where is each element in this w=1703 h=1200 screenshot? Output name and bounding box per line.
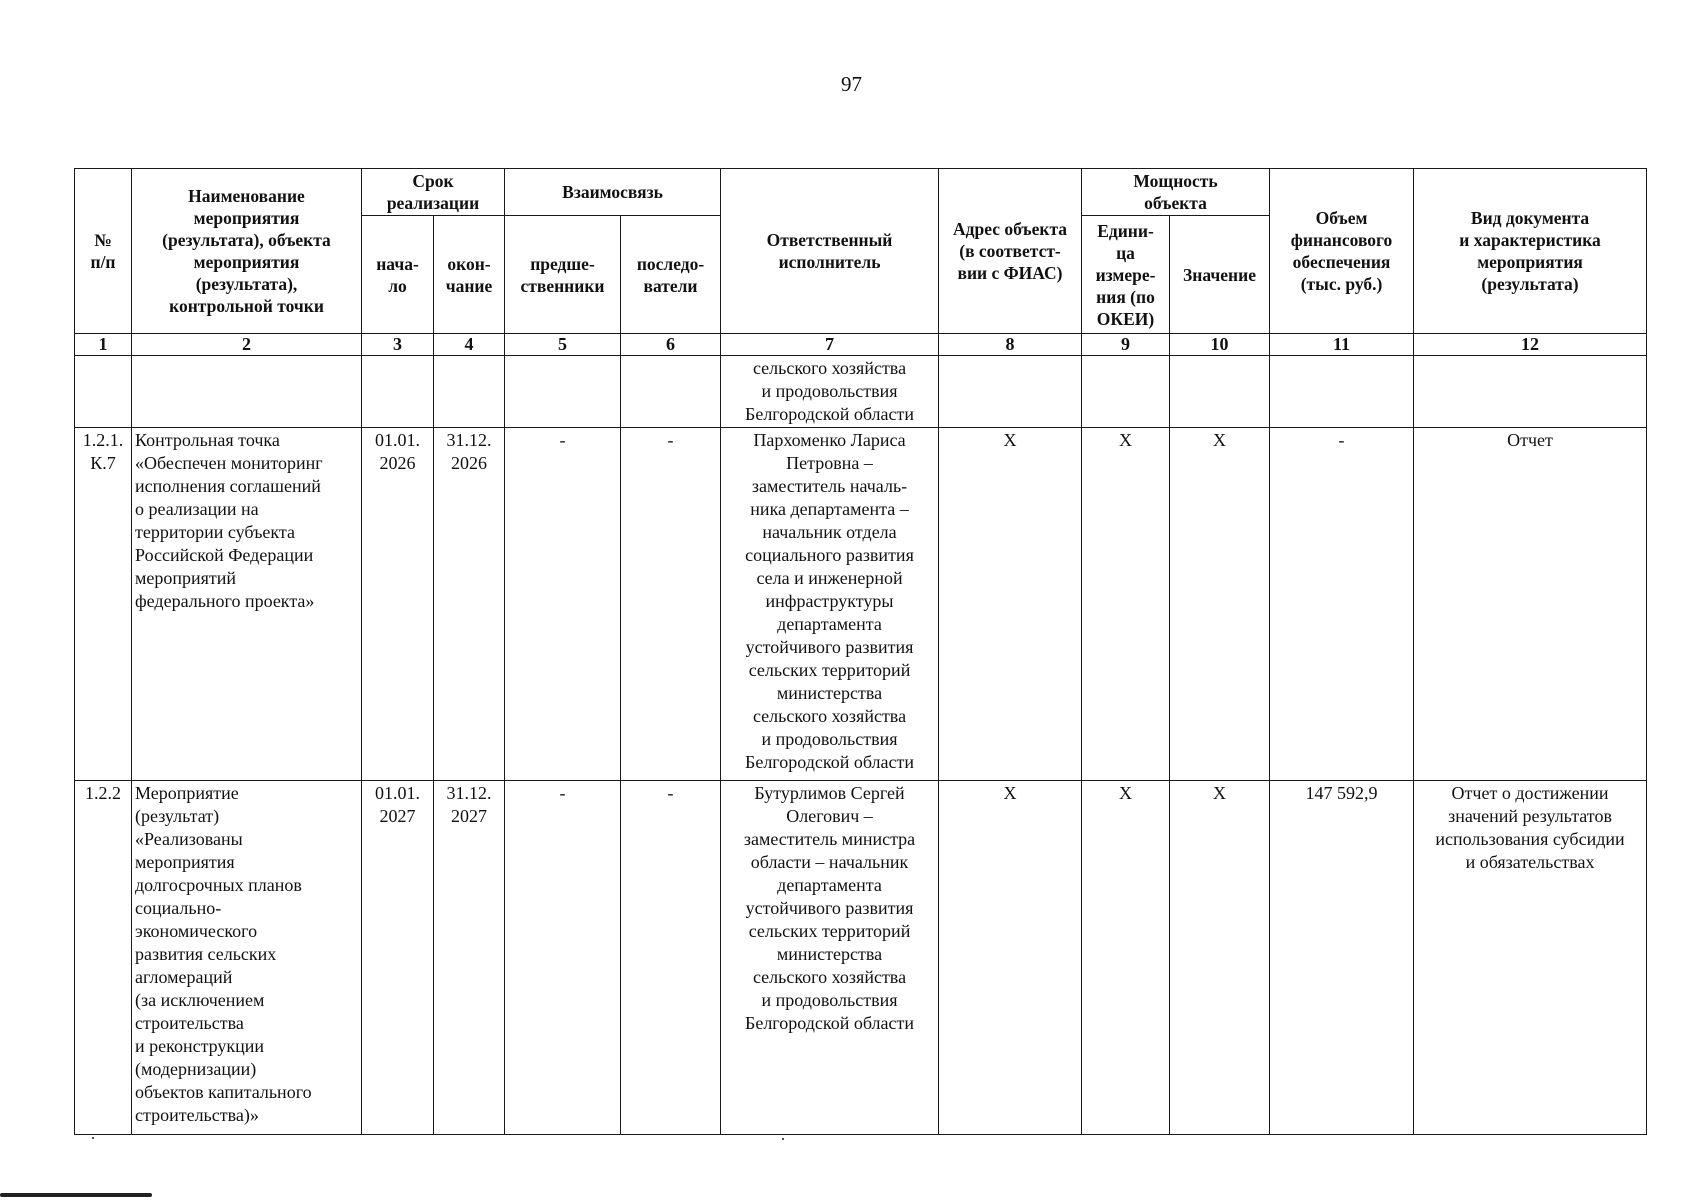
cell-document: Отчет о достижении значений результатов использования субсидии и обязательствах — [1414, 781, 1647, 1135]
column-number: 3 — [362, 334, 434, 356]
cell-unit: Х — [1082, 781, 1170, 1135]
column-number: 8 — [939, 334, 1082, 356]
column-number-row — [75, 334, 1647, 356]
column-number: 1 — [75, 334, 132, 356]
cell-end — [434, 356, 505, 428]
scan-speck — [92, 1137, 94, 1139]
table-row — [75, 781, 1647, 1135]
cell-no: 1.2.1. К.7 — [75, 428, 132, 781]
cell-value — [1170, 356, 1270, 428]
column-number: 2 — [132, 334, 362, 356]
column-number: 5 — [505, 334, 621, 356]
header-term: Срок реализации — [362, 169, 505, 216]
column-number: 10 — [1170, 334, 1270, 356]
column-number: 9 — [1082, 334, 1170, 356]
cell-responsible: Бутурлимов Сергей Олегович – заместитель министра области – начальник департамента устойчивого развития сельских территорий министерства сельского хозяйства и продовольствия Белгородской области — [721, 781, 939, 1135]
cell-no: 1.2.2 — [75, 781, 132, 1135]
cell-name — [132, 356, 362, 428]
header-power: Мощность объекта — [1082, 169, 1270, 216]
header-end: окон- чание — [434, 216, 505, 334]
header-no: № п/п — [75, 169, 132, 334]
cell-predecessors: - — [505, 428, 621, 781]
header-unit: Едини- ца измере- ния (по ОКЕИ) — [1082, 216, 1170, 334]
header-start: нача- ло — [362, 216, 434, 334]
table-row — [75, 356, 1647, 428]
cell-document — [1414, 356, 1647, 428]
scan-speck — [782, 1138, 784, 1140]
cell-start: 01.01. 2026 — [362, 428, 434, 781]
header-successors: последо- ватели — [621, 216, 721, 334]
cell-start — [362, 356, 434, 428]
header-responsible: Ответственный исполнитель — [721, 169, 939, 334]
cell-address — [939, 356, 1082, 428]
column-number: 6 — [621, 334, 721, 356]
cell-responsible: сельского хозяйства и продовольствия Белгородской области — [721, 356, 939, 428]
header-name: Наименование мероприятия (результата), объекта мероприятия (результата), контрольной точки — [132, 169, 362, 334]
scan-artifact — [0, 1193, 152, 1197]
cell-end: 31.12. 2027 — [434, 781, 505, 1135]
cell-finance — [1270, 356, 1414, 428]
cell-start: 01.01. 2027 — [362, 781, 434, 1135]
plan-table — [74, 168, 1647, 1135]
column-number: 12 — [1414, 334, 1647, 356]
page-number: 97 — [841, 72, 862, 96]
header-value: Значение — [1170, 216, 1270, 334]
header-finance: Объем финансового обеспечения (тыс. руб.) — [1270, 169, 1414, 334]
cell-finance: 147 592,9 — [1270, 781, 1414, 1135]
cell-predecessors: - — [505, 781, 621, 1135]
cell-successors: - — [621, 428, 721, 781]
cell-responsible: Пархоменко Лариса Петровна – заместитель началь- ника департамента – начальник отдела социального развития села и инженерной инфраструктуры департамента устойчивого развития сельских территорий министерства сельского хозяйства и продовольствия Белгородской области — [721, 428, 939, 781]
cell-end: 31.12. 2026 — [434, 428, 505, 781]
header-document: Вид документа и характеристика мероприятия (результата) — [1414, 169, 1647, 334]
column-number: 4 — [434, 334, 505, 356]
cell-predecessors — [505, 356, 621, 428]
table-row — [75, 428, 1647, 781]
cell-name: Мероприятие (результат) «Реализованы мероприятия долгосрочных планов социально- экономического развития сельских агломераций (за исключением строительства и реконструкции (модернизации) объектов капитального строительства)» — [132, 781, 362, 1135]
cell-successors — [621, 356, 721, 428]
cell-unit: Х — [1082, 428, 1170, 781]
header-row-1 — [75, 169, 1647, 216]
cell-unit — [1082, 356, 1170, 428]
cell-value: Х — [1170, 428, 1270, 781]
header-address: Адрес объекта (в соответст- вии с ФИАС) — [939, 169, 1082, 334]
cell-successors: - — [621, 781, 721, 1135]
column-number: 7 — [721, 334, 939, 356]
cell-document: Отчет — [1414, 428, 1647, 781]
cell-name: Контрольная точка «Обеспечен мониторинг исполнения соглашений о реализации на территории субъекта Российской Федерации мероприятий федерального проекта» — [132, 428, 362, 781]
header-predecessors: предше- ственники — [505, 216, 621, 334]
cell-value: Х — [1170, 781, 1270, 1135]
cell-finance: - — [1270, 428, 1414, 781]
cell-no — [75, 356, 132, 428]
cell-address: Х — [939, 781, 1082, 1135]
column-number: 11 — [1270, 334, 1414, 356]
cell-address: Х — [939, 428, 1082, 781]
header-link: Взаимосвязь — [505, 169, 721, 216]
